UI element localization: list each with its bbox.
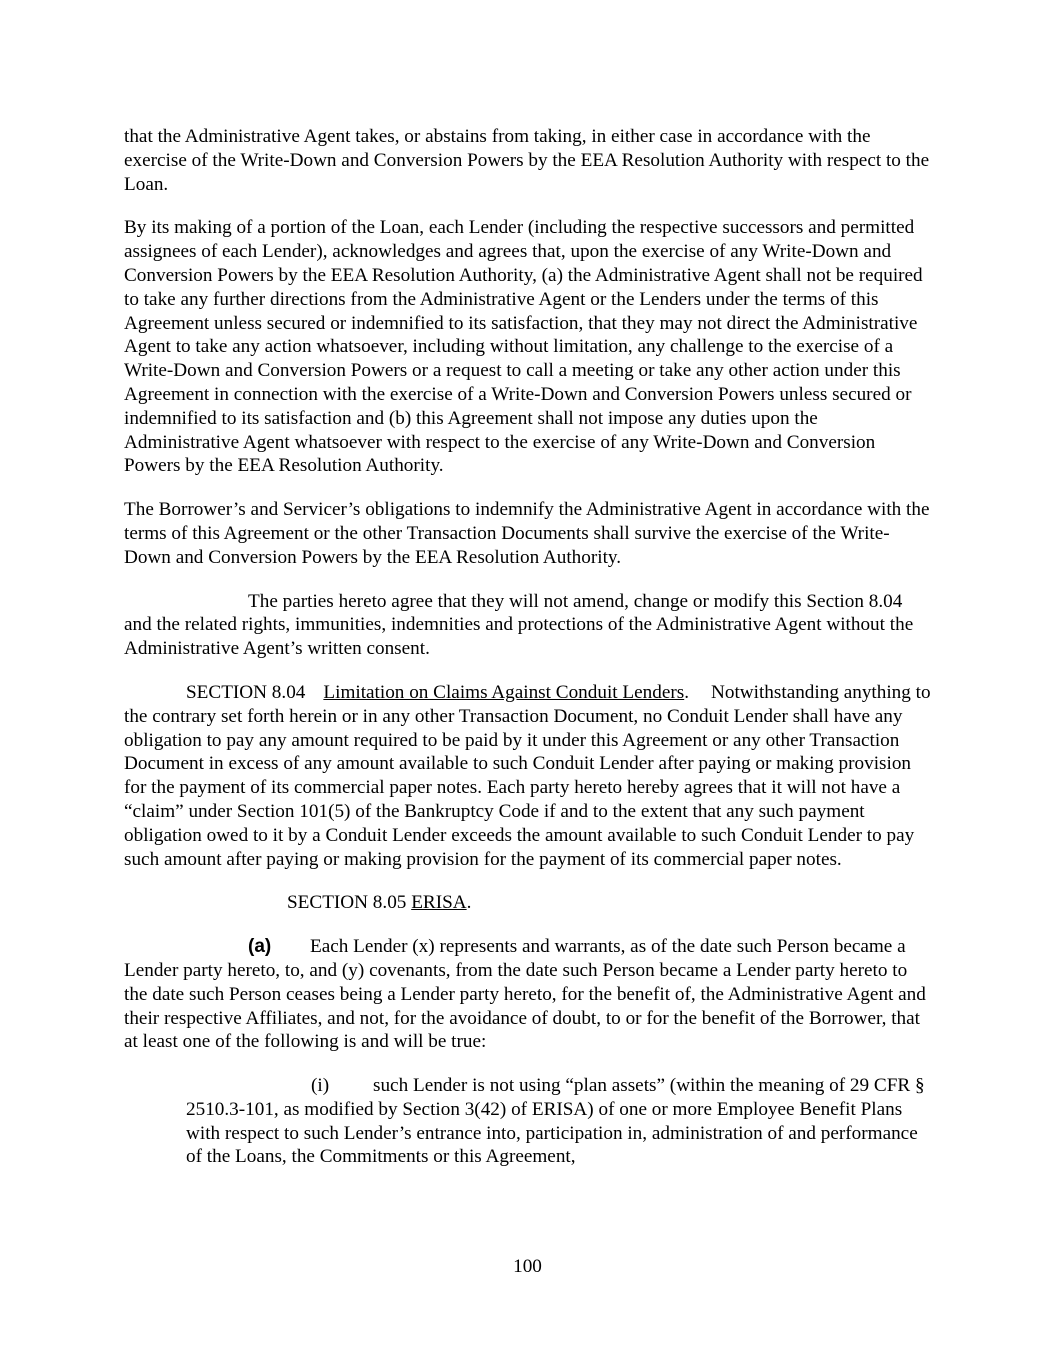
section-8-04-heading-end: . — [684, 681, 689, 703]
section-8-05-heading-end: . — [466, 892, 472, 914]
paragraph-no-amend: The parties hereto agree that they will not amend, change or modify this Section 8.04 and the related rights, immunities, indemnities and protections of the Administrative Agent without the Administrative Agent’s written consent. — [124, 590, 914, 660]
section-8-05 — [124, 891, 932, 915]
paragraph-continuation: that the Administrative Agent takes, or abstains from taking, in either case in accordance with the exercise of the Write-Down and Conversion Powers by the EEA Resolution Authority with respect to the Loan. — [124, 126, 930, 195]
paragraph-lender-acknowledgement: By its making of a portion of the Loan, each Lender (including the respective successors and permitted assignees of each Lender), acknowledges and agrees that, upon the exercise of any Write-Down and Conversion Powers by the EEA Resolution Authority, (a) the Administrative Agent shall not be required to take any further directions from the Administrative Agent or the Lenders under the terms of this Agreement unless secured or indemnified to its satisfaction, that they may not direct the Administrative Agent to take any action whatsoever, including without limitation, any challenge to the exercise of a Write-Down and Conversion Powers or a request to call a meeting or take any other action under this Agreement in connection with the exercise of a Write-Down and Conversion Powers unless secured or indemnified to its satisfaction and (b) this Agreement shall not impose any duties upon the Administrative Agent whatsoever with respect to the exercise of any Write-Down and Conversion Powers by the EEA Resolution Authority. — [124, 217, 923, 477]
page-number: 100 — [513, 1256, 542, 1277]
item-i-text: such Lender is not using “plan assets” (within the meaning of 29 CFR § 2510.3-101, as modified by Section 3(42) of ERISA) of one or more Employee Benefit Plans with respect to such Lender’s entrance into, participation in, administration of and performance of the Loans, the Commitments or this Agreement, — [186, 1075, 925, 1168]
paragraph-a — [124, 935, 932, 1054]
section-8-04-heading: Limitation on Claims Against Conduit Lenders — [323, 681, 685, 703]
paragraph-a-label: (a) — [248, 936, 272, 958]
paragraph-a-text: Each Lender (x) represents and warrants, as of the date such Person became a Lender party hereto, to, and (y) covenants, from the date such Person became a Lender party hereto to the date such Person ceases being a Lender party hereto, for the benefit of, the Administrative Agent and their respective Affiliates, and not, for the avoidance of doubt, to or for the benefit of the Borrower, that at least one of the following is and will be true: — [124, 936, 926, 1053]
section-8-04-number: SECTION 8.04 — [186, 681, 306, 703]
section-8-05-number: SECTION 8.05 — [287, 892, 407, 914]
section-8-04 — [124, 681, 932, 871]
item-i — [186, 1074, 932, 1169]
section-8-05-heading: ERISA — [411, 892, 467, 914]
paragraph-indemnify-survival: The Borrower’s and Servicer’s obligations to indemnify the Administrative Agent in accordance with the terms of this Agreement or the other Transaction Documents shall survive the exercise of the Write-Down and Conversion Powers by the EEA Resolution Authority. — [124, 499, 930, 568]
section-8-04-body: Notwithstanding anything to the contrary set forth herein or in any other Transaction Document, no Conduit Lender shall have any obligation to pay any amount required to be paid by it under this Agreement or any other Transaction Document in excess of any amount available to such Conduit Lender after paying or making provision for the payment of its commercial paper notes. Each party hereto hereby agrees that it will not have a “claim” under Section 101(5) of the Bankruptcy Code if and to the extent that any such payment obligation owed to it by a Conduit Lender exceeds the amount available to such Conduit Lender to pay such amount after paying or making provision for the payment of its commercial paper notes. — [124, 681, 931, 870]
document-page — [124, 125, 932, 1189]
item-i-label: (i) — [311, 1075, 330, 1097]
